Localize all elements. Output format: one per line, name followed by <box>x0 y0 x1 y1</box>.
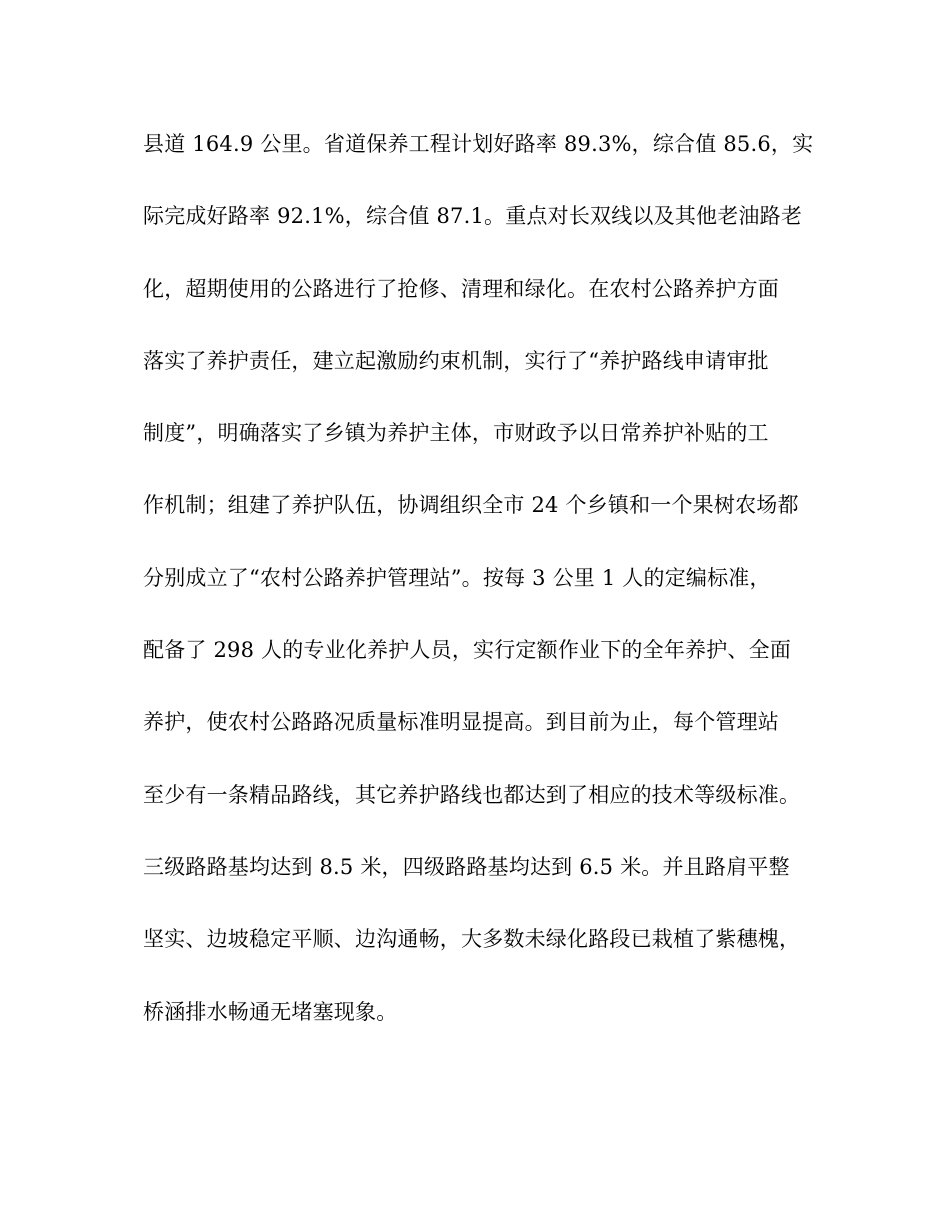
text-line: 化，超期使用的公路进行了抢修、清理和绿化。在农村公路养护方面 <box>143 276 779 301</box>
text-line: 至少有一条精品路线，其它养护路线也都达到了相应的技术等级标准。 <box>143 782 801 807</box>
body-paragraph <box>143 124 823 1064</box>
text-line: 县道 164.9 公里。省道保养工程计划好路率 89.3%，综合值 85.6，实 <box>143 132 814 156</box>
text-line: 配备了 298 人的专业化养护人员，实行定额作业下的全年养护、全面 <box>143 638 792 663</box>
text-line: 三级路路基均达到 8.5 米，四级路路基均达到 6.5 米。并且路肩平整 <box>143 854 790 879</box>
text-line: 桥涵排水畅通无堵塞现象。 <box>143 999 398 1024</box>
text-line: 作机制；组建了养护队伍，协调组织全市 24 个乡镇和一个果树农场都 <box>143 493 799 518</box>
text-line: 分别成立了“农村公路养护管理站”。按每 3 公里 1 人的定编标准， <box>143 565 771 590</box>
text-line: 坚实、边坡稳定平顺、边沟通畅，大多数未绿化路段已栽植了紫穗槐， <box>143 927 801 952</box>
text-line: 际完成好路率 92.1%，综合值 87.1。重点对长双线以及其他老油路老 <box>143 204 803 229</box>
text-line: 养护，使农村公路路况质量标准明显提高。到目前为止，每个管理站 <box>143 710 779 735</box>
text-line: 制度”，明确落实了乡镇为养护主体，市财政予以日常养护补贴的工 <box>143 421 769 446</box>
text-line: 落实了养护责任，建立起激励约束机制，实行了“养护路线申请审批 <box>143 348 769 373</box>
